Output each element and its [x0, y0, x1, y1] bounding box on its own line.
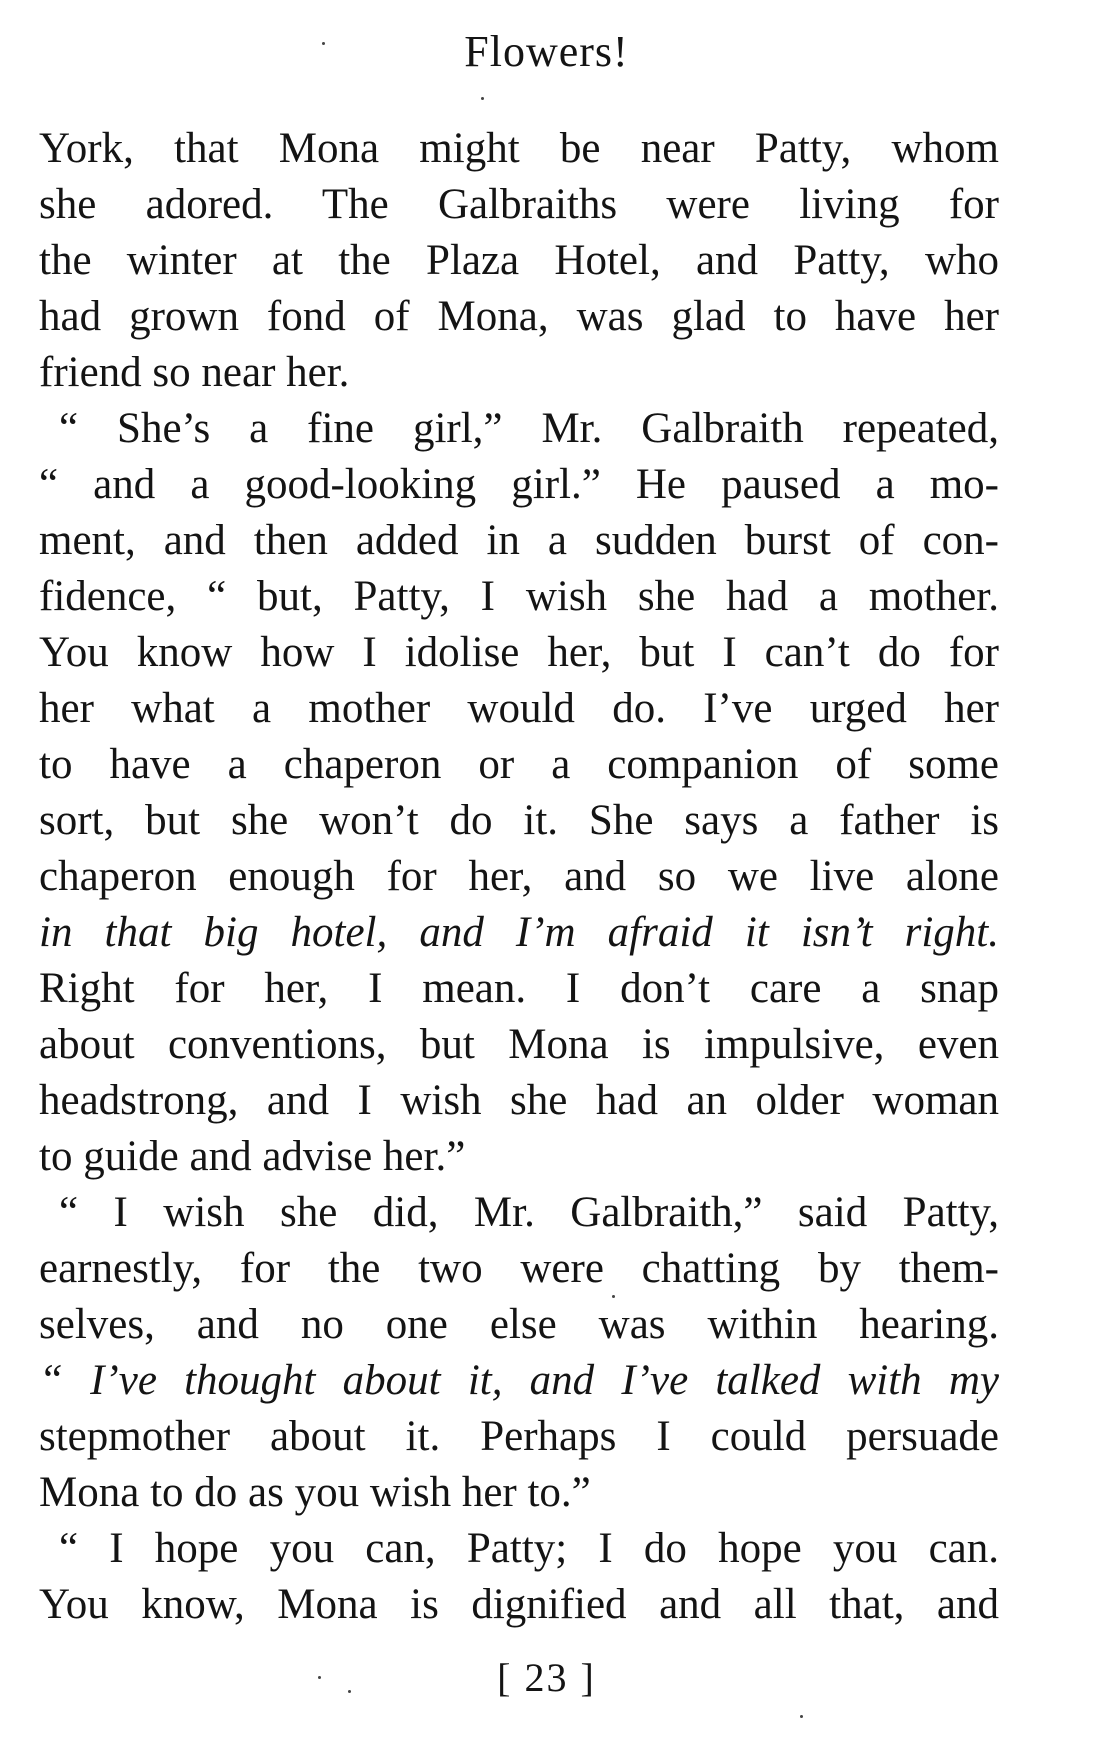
text-line: stepmother about it. Perhaps I could persuade: [39, 1413, 999, 1460]
text-line: You know, Mona is dignified and all that, and: [39, 1581, 999, 1628]
text-line: about conventions, but Mona is impulsive, even: [39, 1021, 999, 1068]
body-text: [39, 121, 999, 1633]
text-line: Right for her, I mean. I don’t care a snap: [39, 965, 999, 1012]
text-line: to guide and advise her.”: [39, 1133, 466, 1180]
print-speck: [322, 42, 325, 45]
text-line: earnestly, for the two were chatting by them-: [39, 1245, 999, 1292]
page-number: [ 23 ]: [497, 1655, 596, 1700]
text-line: had grown fond of Mona, was glad to have her: [39, 293, 999, 340]
text-line: York, that Mona might be near Patty, whom: [39, 125, 999, 172]
text-line: fidence, “ but, Patty, I wish she had a mother.: [39, 573, 999, 620]
print-speck: [318, 1676, 321, 1679]
text-line: “ I wish she did, Mr. Galbraith,” said Patty,: [59, 1189, 999, 1236]
text-line: ment, and then added in a sudden burst of con-: [39, 517, 999, 564]
text-line: “ I’ve thought about it, and I’ve talked with my: [39, 1357, 999, 1404]
text-line: friend so near her.: [39, 349, 350, 396]
text-line: “ I hope you can, Patty; I do hope you can.: [59, 1525, 999, 1572]
print-speck: [348, 1690, 351, 1693]
text-line: the winter at the Plaza Hotel, and Patty, who: [39, 237, 999, 284]
text-line: selves, and no one else was within hearing.: [39, 1301, 999, 1348]
text-line: sort, but she won’t do it. She says a father is: [39, 797, 999, 844]
text-line: she adored. The Galbraiths were living for: [39, 181, 999, 228]
text-line: in that big hotel, and I’m afraid it isn’t right.: [39, 909, 999, 956]
print-speck: [612, 1295, 615, 1298]
text-line: chaperon enough for her, and so we live alone: [39, 853, 999, 900]
running-head: Flowers!: [464, 27, 629, 76]
text-line: to have a chaperon or a companion of some: [39, 741, 999, 788]
text-line: “ She’s a fine girl,” Mr. Galbraith repeated,: [59, 405, 999, 452]
text-line: You know how I idolise her, but I can’t do for: [39, 629, 999, 676]
text-line: her what a mother would do. I’ve urged her: [39, 685, 999, 732]
print-speck: [800, 1715, 803, 1718]
text-line: “ and a good-looking girl.” He paused a mo-: [39, 461, 999, 508]
text-line: headstrong, and I wish she had an older woman: [39, 1077, 999, 1124]
print-speck: [481, 97, 484, 100]
text-line: Mona to do as you wish her to.”: [39, 1469, 591, 1516]
